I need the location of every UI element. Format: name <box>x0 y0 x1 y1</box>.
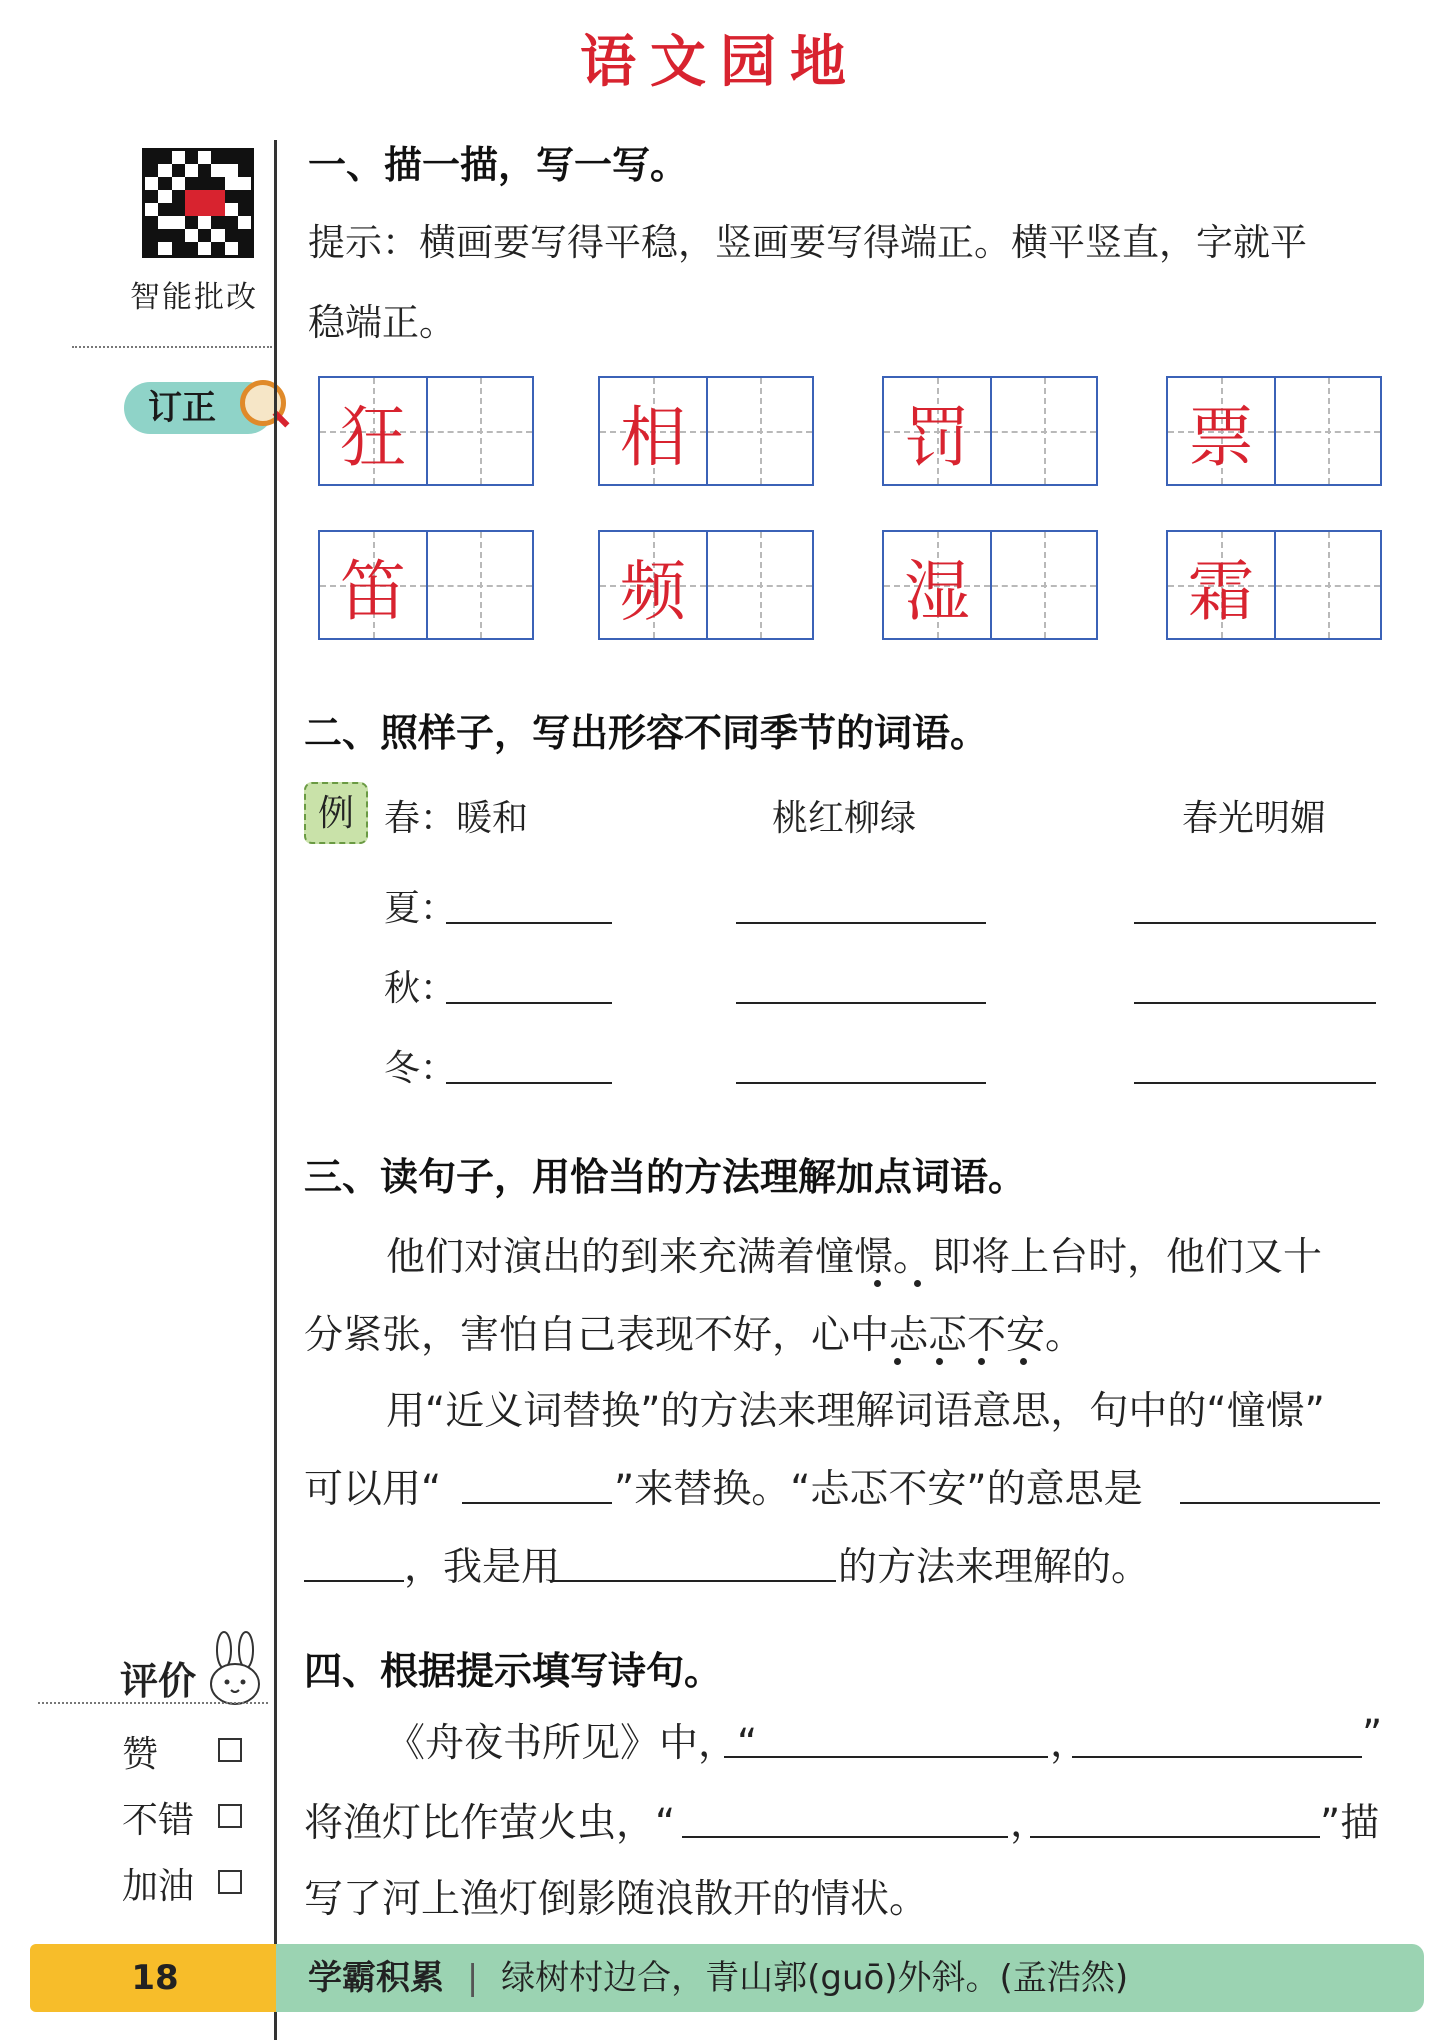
trace-char: 票 <box>1188 398 1254 476</box>
poem-line-2b: ， <box>1010 1801 1050 1846</box>
winter-blank-2[interactable] <box>736 1082 986 1084</box>
rating-checkbox-ok[interactable] <box>218 1804 242 1828</box>
write-cell[interactable] <box>426 532 532 638</box>
example-word-3: 春光明媚 <box>1182 798 1327 839</box>
rating-option-good: 赞 <box>122 1734 159 1775</box>
hint-line-1: 提示：横画要写得平稳，竖画要写得端正。横平竖直，字就平 <box>308 221 1307 264</box>
trace-char: 频 <box>620 552 686 630</box>
para2-line-2a: 可以用“ <box>304 1467 442 1512</box>
poem-line-1b: ， <box>1050 1721 1090 1766</box>
write-cell[interactable] <box>990 532 1096 638</box>
autumn-blank-2[interactable] <box>736 1002 986 1004</box>
write-cell[interactable] <box>706 532 812 638</box>
summer-blank-2[interactable] <box>736 922 986 924</box>
correction-badge[interactable]: 订正 <box>124 382 274 434</box>
para2-line-3b: 的方法来理解的。 <box>838 1545 1151 1590</box>
margin-divider <box>274 140 277 2040</box>
bunny-icon <box>204 1630 268 1708</box>
write-cell[interactable] <box>706 378 812 484</box>
trace-char: 湿 <box>904 552 970 630</box>
poem-line-1a: 《舟夜书所见》中，“ <box>386 1721 758 1766</box>
footer-bar <box>276 1944 1424 2012</box>
para1-line-2: 分紧张，害怕自己表现不好，心中忐忑不安。 <box>304 1313 1085 1358</box>
emphasis-dot <box>1020 1358 1027 1365</box>
season-autumn: 秋： <box>384 968 457 1009</box>
write-cell[interactable] <box>1274 532 1380 638</box>
section4-heading: 四、根据提示填写诗句。 <box>304 1649 723 1693</box>
example-badge: 例 <box>304 782 368 844</box>
rating-option-ok: 不错 <box>122 1800 195 1841</box>
season-winter: 冬： <box>384 1048 457 1089</box>
writing-grid <box>318 376 534 486</box>
autumn-blank-1[interactable] <box>446 1002 612 1004</box>
writing-grid <box>318 530 534 640</box>
meaning-blank-2[interactable] <box>304 1580 404 1582</box>
para2-line-1: 用“近义词替换”的方法来理解词语意思，句中的“憧憬” <box>386 1389 1325 1434</box>
winter-blank-3[interactable] <box>1134 1082 1376 1084</box>
emphasis-dot <box>914 1280 921 1287</box>
write-cell[interactable] <box>1274 378 1380 484</box>
rating-checkbox-good[interactable] <box>218 1738 242 1762</box>
emphasis-dot <box>936 1358 943 1365</box>
example-season: 春：暖和 <box>384 798 529 839</box>
poem-line-1c: ” <box>1362 1712 1383 1757</box>
rating-divider <box>38 1702 268 1704</box>
writing-grid <box>882 530 1098 640</box>
writing-grid <box>882 376 1098 486</box>
summer-blank-1[interactable] <box>446 922 612 924</box>
writing-grid <box>598 376 814 486</box>
qr-code-icon[interactable] <box>142 148 254 258</box>
emphasis-dot <box>894 1358 901 1365</box>
trace-char: 狂 <box>340 398 406 476</box>
para2-line-2b: ”来替换。“忐忑不安”的意思是 <box>614 1467 1143 1512</box>
rating-checkbox-keep-going[interactable] <box>218 1870 242 1894</box>
synonym-blank[interactable] <box>462 1502 612 1504</box>
section2-heading: 二、照样子，写出形容不同季节的词语。 <box>304 711 989 755</box>
trace-char: 相 <box>620 398 686 476</box>
footer-quote: 绿树村边合，青山郭(guō)外斜。(孟浩然) <box>501 1958 1129 1998</box>
winter-blank-1[interactable] <box>446 1082 612 1084</box>
writing-grid <box>1166 376 1382 486</box>
poem-blank-2[interactable] <box>1072 1756 1362 1758</box>
meaning-blank-1[interactable] <box>1180 1502 1380 1504</box>
season-summer: 夏： <box>384 888 457 929</box>
section3-heading: 三、读句子，用恰当的方法理解加点词语。 <box>304 1155 1027 1199</box>
hint-line-2: 稳端正。 <box>308 301 456 344</box>
sidebar-divider <box>72 346 272 348</box>
rating-option-keep-going: 加油 <box>122 1866 195 1907</box>
poem-line-3: 写了河上渔灯倒影随浪散开的情状。 <box>304 1877 929 1922</box>
write-cell[interactable] <box>426 378 532 484</box>
writing-grid <box>598 530 814 640</box>
summer-blank-3[interactable] <box>1134 922 1376 924</box>
poem-blank-4[interactable] <box>1030 1836 1320 1838</box>
section1-heading: 一、描一描，写一写。 <box>308 143 689 187</box>
poem-line-2c: ”描 <box>1320 1801 1380 1846</box>
poem-blank-1[interactable] <box>724 1756 1048 1758</box>
rating-title: 评价 <box>120 1659 197 1703</box>
poem-line-2a: 将渔灯比作萤火虫，“ <box>304 1801 676 1846</box>
writing-grid <box>1166 530 1382 640</box>
trace-char: 笛 <box>340 552 406 630</box>
example-word-2: 桃红柳绿 <box>772 798 917 839</box>
emphasis-dot <box>874 1280 881 1287</box>
method-blank[interactable] <box>552 1580 836 1582</box>
trace-char: 罚 <box>904 398 970 476</box>
poem-blank-3[interactable] <box>682 1836 1008 1838</box>
emphasis-dot <box>978 1358 985 1365</box>
trace-char: 霜 <box>1188 552 1254 630</box>
write-cell[interactable] <box>990 378 1096 484</box>
footer-separator: | <box>466 1958 479 1998</box>
para2-line-3a: ，我是用 <box>404 1545 561 1590</box>
page-title: 语文园地 <box>580 30 860 95</box>
para1-line-1: 他们对演出的到来充满着憧憬。即将上台时，他们又十 <box>386 1235 1323 1280</box>
smart-grading-label: 智能批改 <box>130 280 258 315</box>
autumn-blank-3[interactable] <box>1134 1002 1376 1004</box>
page-number: 18 <box>30 1944 280 2012</box>
footer-label: 学霸积累 <box>308 1958 444 1998</box>
